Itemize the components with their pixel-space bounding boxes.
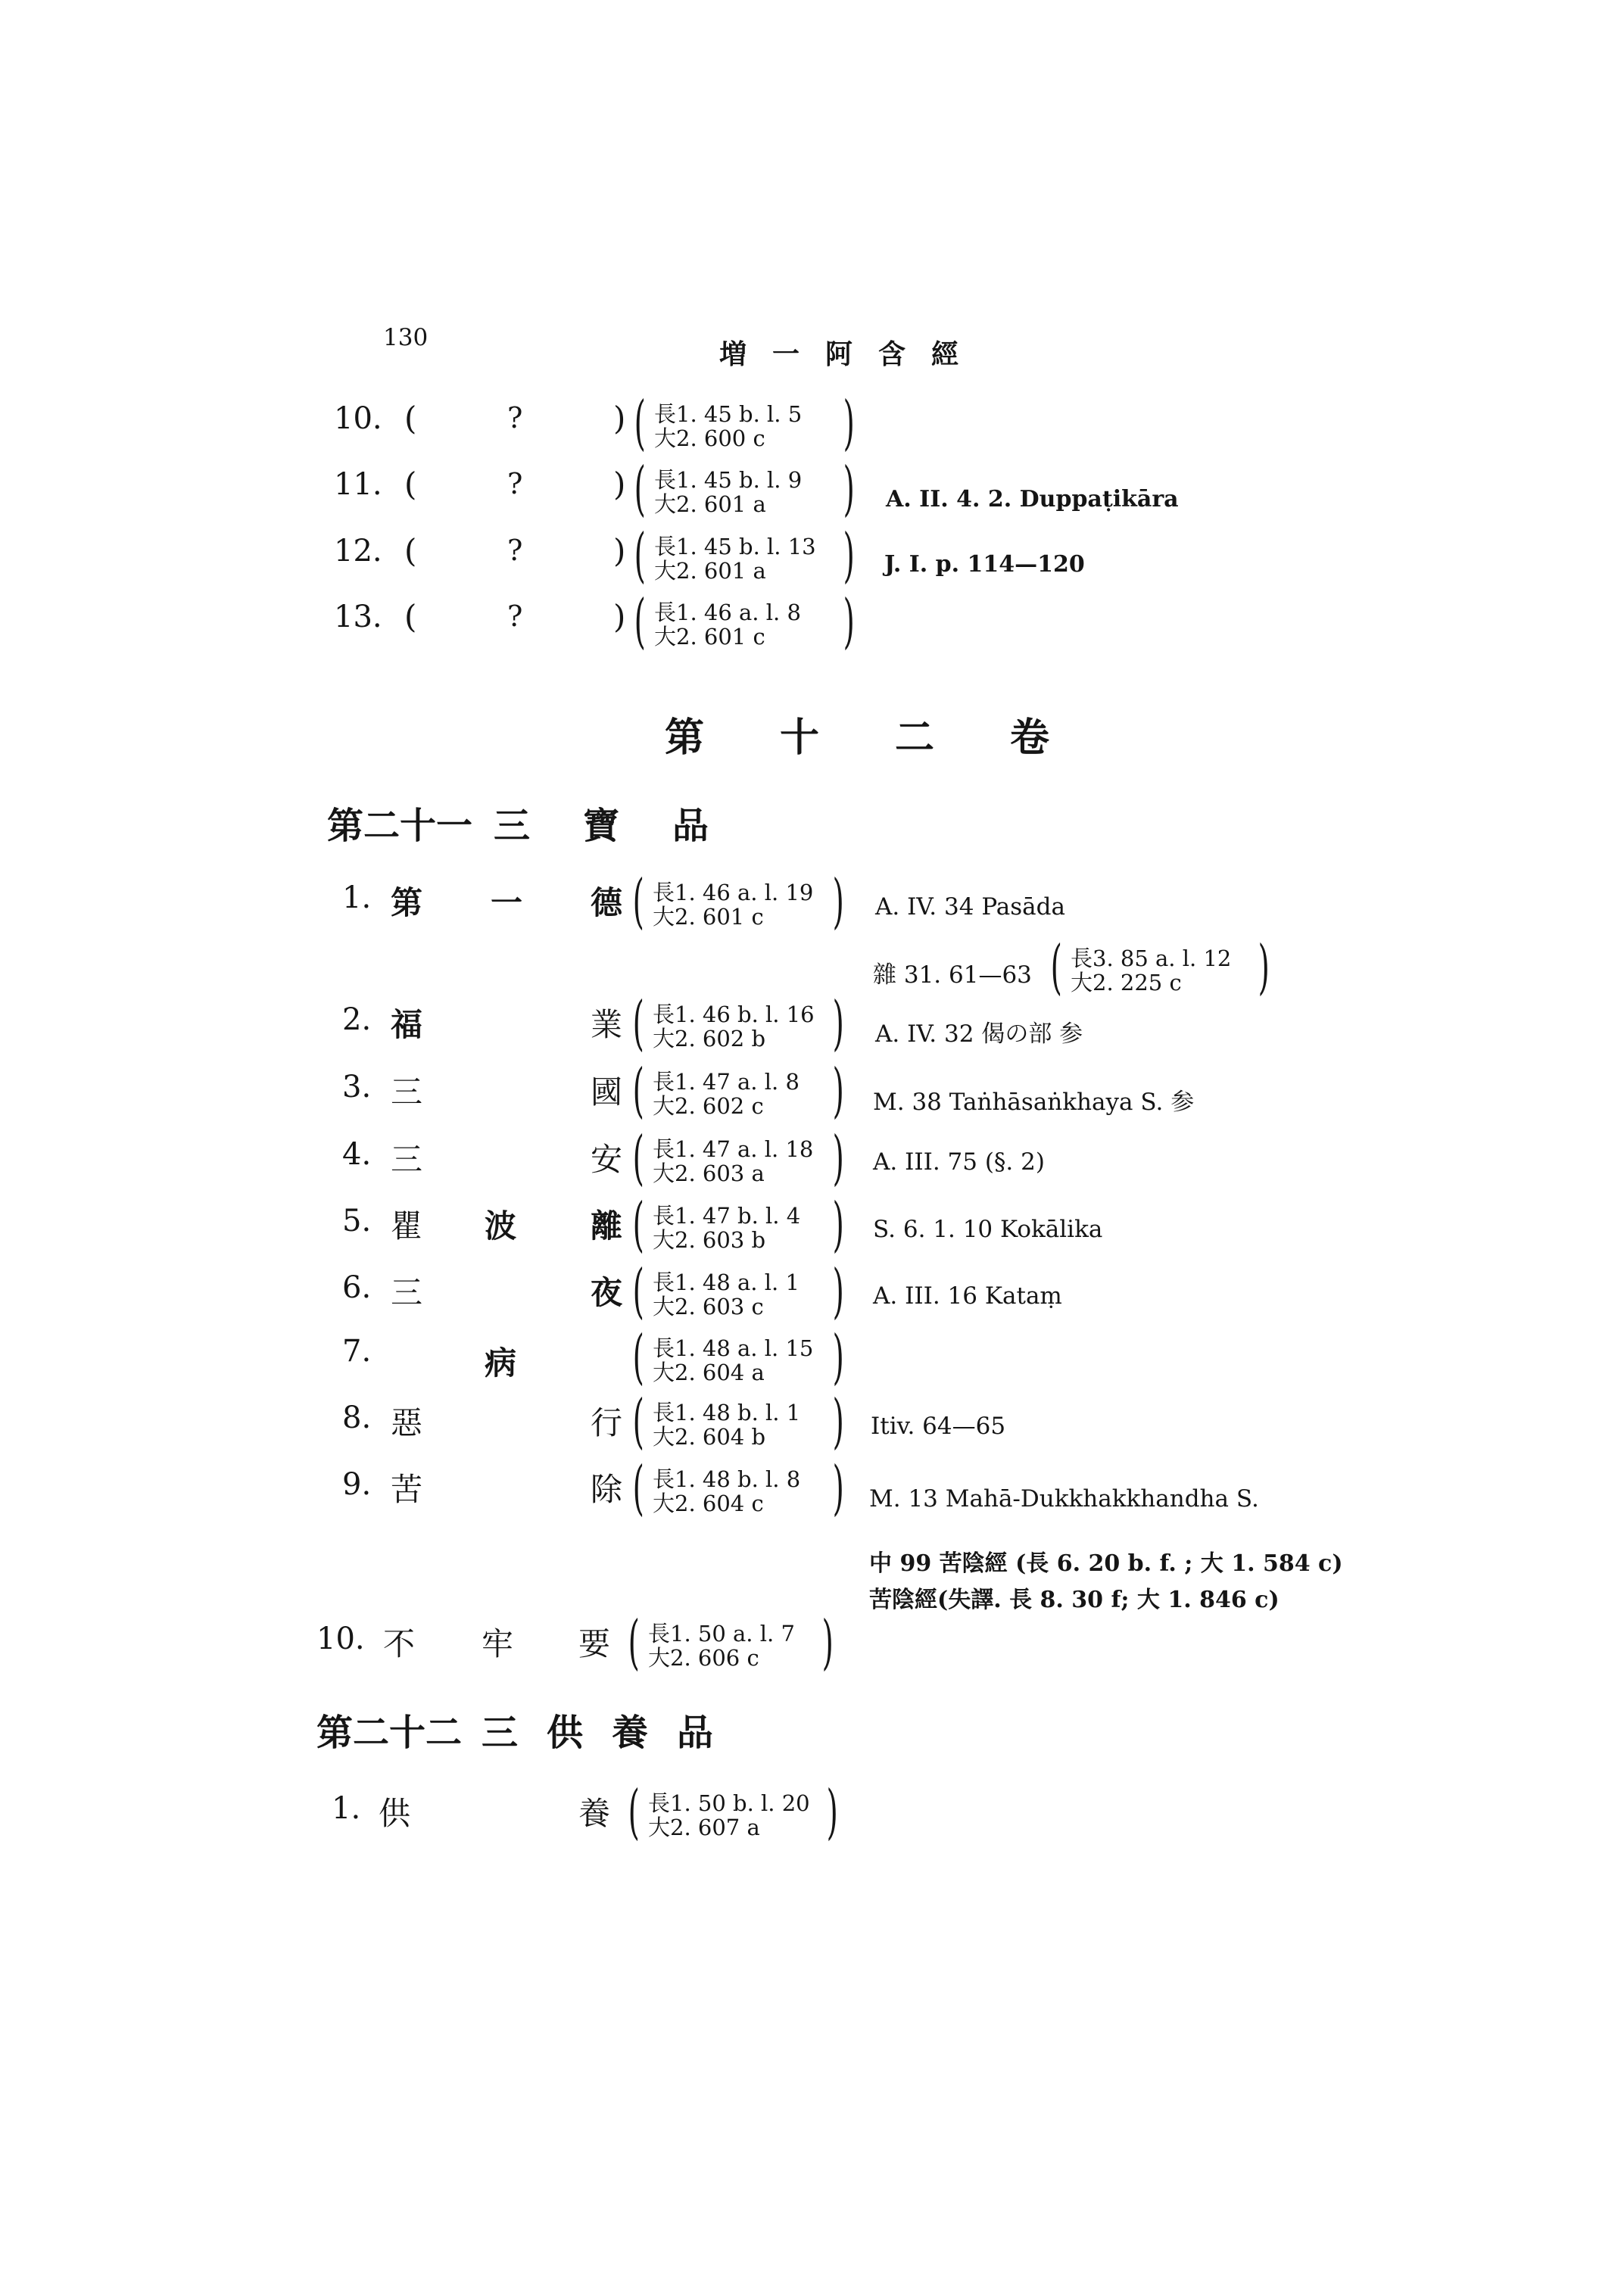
citation-bottom: 大2. 600 c	[654, 425, 765, 451]
citation-top: 長1. 48 b. l. 8	[653, 1466, 801, 1492]
title-char-1: 三	[391, 1073, 423, 1111]
citation-bottom: 大2. 604 a	[653, 1360, 765, 1385]
entry-number: 2.	[342, 1002, 372, 1037]
page-number: 130	[383, 324, 429, 351]
citation: ( ) 長1. 47 b. l. 4 大2. 603 b	[632, 1191, 844, 1259]
citation-bottom: 大2. 604 c	[653, 1491, 764, 1516]
title-char-2: 一	[491, 884, 523, 921]
parallel-reference: A. IV. 32 偈の部 参	[875, 1020, 1083, 1048]
open-paren: (	[404, 532, 417, 569]
title-char-1: 供	[379, 1795, 411, 1832]
parallel-reference: 雜 31. 61—63	[873, 961, 1032, 989]
entry-number: 5.	[342, 1204, 372, 1238]
citation-top: 長1. 45 b. l. 9	[654, 467, 803, 493]
parallel-reference: A. III. 75 (§. 2)	[873, 1148, 1045, 1176]
citation-top: 長1. 47 a. l. 18	[653, 1136, 814, 1162]
citation-bottom: 大2. 601 a	[654, 491, 766, 517]
entry-number: 1.	[332, 1791, 361, 1826]
parallel-reference: S. 6. 1. 10 Kokālika	[873, 1216, 1103, 1243]
chapter-title: 三寶品	[494, 805, 762, 847]
title-char-3: 夜	[591, 1274, 623, 1311]
citation: ( ) 長1. 47 a. l. 8 大2. 602 c	[632, 1057, 844, 1125]
title-char-1: 惡	[391, 1404, 423, 1441]
open-paren: (	[404, 466, 417, 503]
citation-top: 長3. 85 a. l. 12	[1071, 946, 1232, 971]
citation-top: 長1. 48 a. l. 15	[653, 1335, 814, 1361]
citation-top: 長1. 48 b. l. 1	[653, 1400, 801, 1425]
parallel-reference: J. I. p. 114—120	[884, 551, 1085, 578]
citation-top: 長1. 45 b. l. 13	[654, 534, 816, 559]
citation-top: 長1. 48 a. l. 1	[653, 1270, 800, 1295]
citation: ( ) 長1. 45 b. l. 9 大2. 601 a	[634, 455, 855, 523]
citation-bottom: 大2. 607 a	[648, 1815, 760, 1840]
title-char-1: 三	[391, 1274, 423, 1311]
parallel-reference: M. 38 Taṅhāsaṅkhaya S. 参	[873, 1089, 1195, 1116]
parallel-reference: A. II. 4. 2. Duppaṭikāra	[886, 486, 1179, 512]
citation-top: 長1. 46 b. l. 16	[653, 1002, 815, 1027]
citation: ( ) 長1. 48 a. l. 1 大2. 603 c	[632, 1257, 844, 1326]
entry-number: 7.	[342, 1334, 372, 1369]
citation-top: 長1. 46 a. l. 19	[653, 880, 814, 905]
entry-number: 1.	[342, 880, 372, 915]
title-char-3: 養	[578, 1795, 611, 1832]
citation-bottom: 大2. 602 c	[653, 1093, 764, 1119]
citation-bottom: 大2. 603 b	[653, 1227, 766, 1253]
volume-title: 第十二卷	[665, 715, 1126, 761]
title-char-1: 三	[391, 1141, 423, 1178]
unknown-title: ?	[507, 467, 523, 500]
close-paren: )	[613, 598, 626, 635]
citation: ( ) 長1. 46 a. l. 8 大2. 601 c	[634, 587, 855, 656]
citation: ( ) 長1. 45 b. l. 5 大2. 600 c	[634, 389, 855, 457]
title-char-3: 業	[591, 1006, 623, 1043]
note-line: 中 99 苦陰經 (長 6. 20 b. f. ; 大 1. 584 c)	[869, 1550, 1343, 1577]
entry-number: 6.	[342, 1270, 372, 1305]
citation: ( ) 長1. 45 b. l. 13 大2. 601 a	[634, 522, 855, 590]
entry-number: 10.	[316, 1622, 365, 1656]
title-char-1: 不	[383, 1625, 416, 1662]
title-char-3: 安	[591, 1141, 623, 1178]
title-char-3: 國	[591, 1073, 623, 1111]
citation: ( ) 長1. 48 a. l. 15 大2. 604 a	[632, 1323, 844, 1391]
chapter-title: 三供養品	[482, 1712, 743, 1754]
citation-top: 長1. 47 a. l. 8	[653, 1069, 800, 1095]
citation: ( ) 長1. 47 a. l. 18 大2. 603 a	[632, 1124, 844, 1192]
title-char-3: 除	[591, 1471, 623, 1508]
citation-bottom: 大2. 602 b	[653, 1026, 766, 1051]
citation: ( ) 長1. 46 b. l. 16 大2. 602 b	[632, 989, 844, 1058]
citation: ( ) 長1. 48 b. l. 1 大2. 604 b	[632, 1388, 844, 1456]
parallel-reference: A. III. 16 Kataṃ	[873, 1282, 1062, 1310]
citation-bottom: 大2. 601 a	[654, 558, 766, 584]
title-char-2: 病	[485, 1344, 517, 1382]
note-line: 苦陰經(失譯. 長 8. 30 f; 大 1. 846 c)	[869, 1587, 1280, 1613]
citation: ( ) 長1. 46 a. l. 19 大2. 601 c	[632, 868, 844, 936]
title-char-2: 波	[485, 1207, 517, 1245]
entry-number: 12.	[334, 534, 382, 569]
chapter-number: 第二十一	[327, 805, 473, 847]
title-char-3: 離	[591, 1207, 623, 1245]
citation-top: 長1. 50 a. l. 7	[648, 1621, 795, 1647]
title-char-3: 行	[591, 1404, 623, 1441]
title-char-1: 苦	[391, 1471, 423, 1508]
entry-number: 11.	[334, 467, 382, 502]
title-char-3: 要	[578, 1625, 611, 1662]
parallel-reference: Itiv. 64—65	[871, 1413, 1006, 1440]
citation: ( ) 長1. 50 a. l. 7 大2. 606 c	[628, 1609, 834, 1677]
citation: ( ) 長1. 48 b. l. 8 大2. 604 c	[632, 1454, 844, 1522]
parallel-reference: A. IV. 34 Pasāda	[875, 893, 1065, 921]
entry-number: 4.	[342, 1137, 372, 1172]
open-paren: (	[404, 400, 417, 437]
chapter-number: 第二十二	[316, 1712, 463, 1754]
title-char-3: 德	[591, 884, 623, 921]
entry-number: 13.	[334, 600, 382, 634]
title-char-1: 第	[391, 884, 423, 921]
citation-bottom: 大2. 604 b	[653, 1424, 766, 1450]
citation-bottom: 大2. 603 a	[653, 1161, 765, 1186]
citation-top: 長1. 46 a. l. 8	[654, 600, 801, 625]
title-char-1: 福	[391, 1006, 423, 1043]
citation-bottom: 大2. 606 c	[648, 1645, 759, 1671]
title-char-1: 瞿	[391, 1207, 423, 1245]
citation: ( ) 長3. 85 a. l. 12 大2. 225 c	[1050, 933, 1270, 1002]
parallel-reference: M. 13 Mahā-Dukkhakkhandha S.	[869, 1485, 1259, 1513]
close-paren: )	[613, 466, 626, 503]
citation-top: 長1. 47 b. l. 4	[653, 1203, 801, 1229]
entry-number: 3.	[342, 1070, 372, 1104]
close-paren: )	[613, 532, 626, 569]
citation-bottom: 大2. 225 c	[1071, 970, 1182, 995]
running-title: 増一阿含經	[719, 338, 985, 370]
entry-number: 8.	[342, 1400, 372, 1435]
citation-bottom: 大2. 603 c	[653, 1294, 764, 1319]
open-paren: (	[404, 598, 417, 635]
close-paren: )	[613, 400, 626, 437]
citation-bottom: 大2. 601 c	[654, 624, 765, 650]
unknown-title: ?	[507, 534, 523, 567]
citation-top: 長1. 45 b. l. 5	[654, 401, 803, 427]
citation-bottom: 大2. 601 c	[653, 904, 764, 930]
unknown-title: ?	[507, 401, 523, 435]
title-char-2: 牢	[482, 1625, 514, 1662]
unknown-title: ?	[507, 600, 523, 633]
entry-number: 9.	[342, 1467, 372, 1502]
entry-number: 10.	[334, 401, 382, 436]
citation: ( ) 長1. 50 b. l. 20 大2. 607 a	[628, 1778, 838, 1846]
citation-top: 長1. 50 b. l. 20	[648, 1790, 810, 1816]
